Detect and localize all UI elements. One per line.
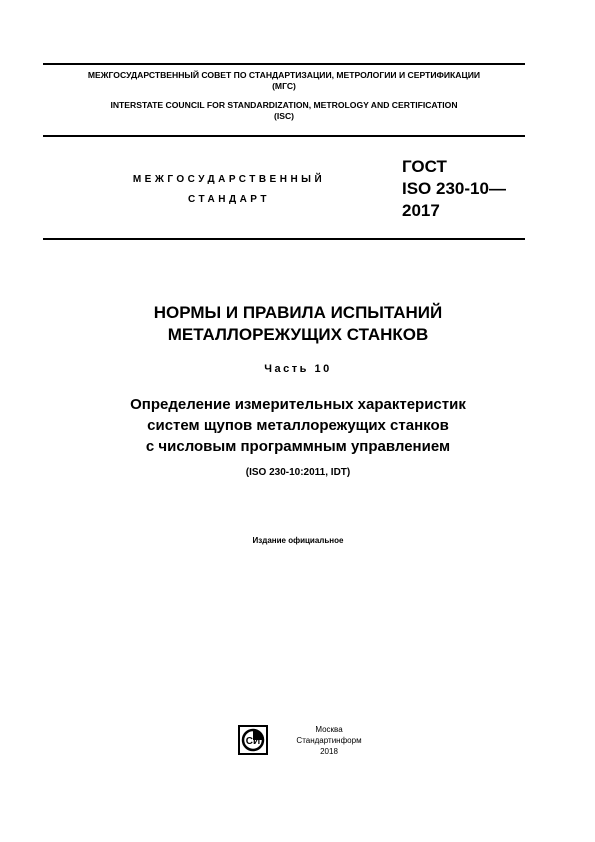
bottom-rule xyxy=(43,238,525,240)
publisher-name: Стандартинформ xyxy=(296,736,362,745)
publisher-info xyxy=(279,724,379,757)
document-subtitle-line3: с числовым программным управлением xyxy=(145,438,451,455)
standard-code-line1: ГОСТ xyxy=(402,157,447,176)
document-title-line1: НОРМЫ И ПРАВИЛА ИСПЫТАНИЙ xyxy=(153,303,443,322)
council-ru xyxy=(43,70,525,91)
document-title-line2: МЕТАЛЛОРЕЖУЩИХ СТАНКОВ xyxy=(167,325,429,344)
standard-type-line2: СТАНДАРТ xyxy=(188,194,270,205)
council-ru-name: МЕЖГОСУДАРСТВЕННЫЙ СОВЕТ ПО СТАНДАРТИЗАЦИИ, МЕТРОЛОГИИ И СЕРТИФИКАЦИИ xyxy=(87,70,481,80)
svg-text:СИ: СИ xyxy=(245,736,261,747)
standard-code-line2: ISO 230-10— xyxy=(402,179,506,198)
standartinform-logo-icon xyxy=(238,725,268,755)
part-number: Часть 10 xyxy=(264,363,332,375)
iso-reference: (ISO 230-10:2011, IDT) xyxy=(245,467,351,478)
document-subtitle-line2: систем щупов металлорежущих станков xyxy=(147,417,449,434)
standard-type-line1: МЕЖГОСУДАРСТВЕННЫЙ xyxy=(132,174,326,185)
publisher-city: Москва xyxy=(315,725,343,734)
council-en xyxy=(43,100,525,121)
document-subtitle xyxy=(43,394,553,457)
council-en-name: INTERSTATE COUNCIL FOR STANDARDIZATION, METROLOGY AND CERTIFICATION xyxy=(110,100,458,110)
top-rule xyxy=(43,63,525,65)
document-subtitle-line1: Определение измерительных характеристик xyxy=(130,396,466,413)
middle-rule xyxy=(43,135,525,137)
standard-code-line3: 2017 xyxy=(402,201,440,220)
standard-code xyxy=(402,156,506,222)
council-en-abbr: (ISC) xyxy=(273,110,295,121)
document-title xyxy=(43,302,553,346)
edition-note: Издание официальное xyxy=(252,536,344,545)
publication-year: 2018 xyxy=(320,747,338,756)
standard-type-label xyxy=(96,170,362,210)
council-ru-abbr: (МГС) xyxy=(272,80,296,91)
